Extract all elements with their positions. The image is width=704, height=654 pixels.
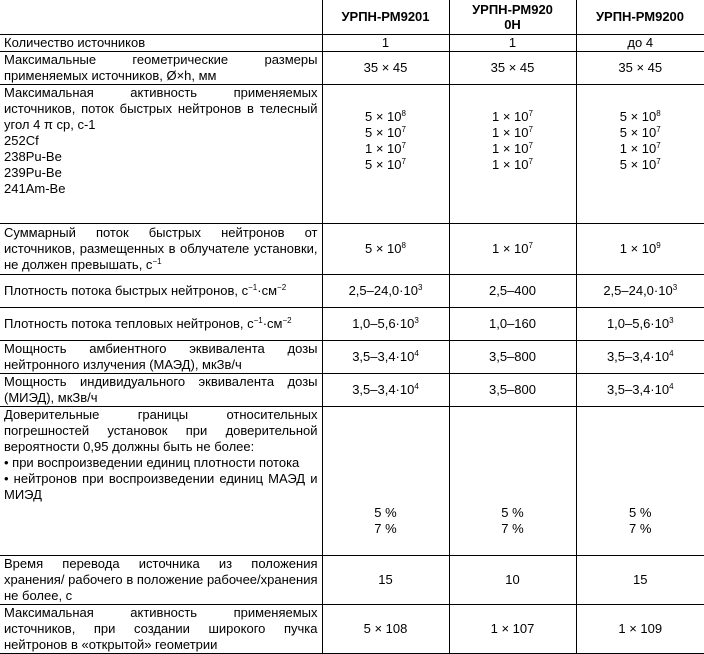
value-base: 1 × 10: [492, 109, 529, 124]
param-cell: [0, 308, 322, 341]
value-base: 5 × 10: [365, 109, 402, 124]
param-cell: Мощность индивидуального эквивалента дозы (МИЭД), мкЗв/ч: [0, 374, 322, 407]
value-exp: 3: [672, 283, 678, 292]
value-base: 5 × 10: [619, 125, 657, 140]
value-line: [327, 157, 445, 173]
value-cell: [322, 275, 449, 308]
value-exp: 7: [528, 157, 533, 166]
value-exp: 3: [414, 316, 419, 325]
param-text: Плотность потока тепловых нейтронов, с: [4, 316, 254, 331]
value-line: [581, 157, 701, 173]
value-cell: 1: [322, 35, 449, 52]
value-base: 3,5–800: [489, 382, 536, 397]
value-line: [581, 125, 701, 141]
value-cell: [449, 374, 576, 407]
param-cell: Максимальная активность применяемых источников, при создании широкого пучка нейтронов в «открытой» геометрии: [0, 605, 322, 654]
value-line: [581, 141, 701, 157]
value-cell: [576, 374, 704, 407]
value-line: 5 %: [501, 505, 524, 520]
value-cell: до 4: [576, 35, 704, 52]
header-model-3: УРПН-РМ9200: [576, 0, 704, 35]
param-cell: [0, 85, 322, 224]
value-base: 2,5–24,0·10: [348, 283, 418, 298]
param-sup: −1: [253, 316, 263, 325]
value-exp: 7: [528, 241, 533, 250]
param-cell: Мощность амбиентного эквивалента дозы нейтронного излучения (МАЭД), мкЗв/ч: [0, 341, 322, 374]
value-exp: 7: [401, 141, 406, 150]
value-cell: 15: [322, 556, 449, 605]
param-line: 241Am-Be: [4, 181, 66, 196]
value-cell: [449, 308, 576, 341]
table-row: [0, 85, 704, 224]
value-base: 3,5–800: [489, 349, 536, 364]
header-row: [0, 0, 704, 35]
value-cell: 1 × 109: [576, 605, 704, 654]
value-cell: 1 × 107: [449, 605, 576, 654]
value-cell: [322, 374, 449, 407]
table-row: [0, 275, 704, 308]
table-row: [0, 605, 704, 654]
value-cell: [322, 224, 449, 275]
param-sup: −1: [248, 283, 258, 292]
value-cell: [576, 85, 704, 224]
value-exp: 3: [669, 316, 674, 325]
value-line: [454, 157, 572, 173]
value-base: 2,5–24,0·10: [603, 283, 673, 298]
value-base: 1 × 10: [492, 241, 529, 256]
header-param-cell: [0, 0, 322, 35]
param-text: ·см: [262, 316, 283, 331]
table-row: [0, 407, 704, 556]
value-exp: 7: [401, 125, 406, 134]
value-cell: [449, 85, 576, 224]
value-cell: [576, 308, 704, 341]
param-cell: Время перевода источника из положения хранения/ рабочего в положение рабочее/хранения не более, с: [0, 556, 322, 605]
param-text: Плотность потока быстрых нейтронов, с: [4, 283, 249, 298]
value-cell: 35 × 45: [576, 52, 704, 85]
table-row: [0, 374, 704, 407]
value-base: 5 × 10: [365, 157, 402, 172]
value-cell: [449, 341, 576, 374]
value-exp: 4: [414, 382, 419, 391]
header-model-1: УРПН-РМ9201: [322, 0, 449, 35]
value-line: 7 %: [501, 521, 524, 536]
value-line: 7 %: [629, 521, 652, 536]
param-text: ·см: [257, 283, 278, 298]
value-line: [327, 109, 445, 125]
value-exp: 7: [656, 125, 661, 134]
param-cell: Максимальные геометрические размеры применяемых источников, Ø×h, мм: [0, 52, 322, 85]
value-exp: 4: [669, 382, 674, 391]
value-line: [327, 141, 445, 157]
value-base: 1 × 10: [619, 141, 657, 156]
value-base: 5 × 10: [365, 241, 402, 256]
value-exp: 7: [528, 125, 533, 134]
param-cell: [0, 224, 322, 275]
param-sup: −2: [277, 283, 287, 292]
param-line: • при воспроизведении единиц плотности потока: [4, 455, 300, 470]
value-cell: [449, 275, 576, 308]
param-line: 239Pu-Be: [4, 165, 62, 180]
value-cell: 35 × 45: [322, 52, 449, 85]
value-cell: [576, 275, 704, 308]
value-exp: 7: [528, 141, 533, 150]
value-line: 5 %: [629, 505, 652, 520]
value-base: 1 × 10: [619, 241, 657, 256]
value-line: 5 %: [374, 505, 397, 520]
value-exp: 8: [401, 241, 406, 250]
param-sup: −2: [282, 316, 292, 325]
value-exp: 9: [656, 241, 661, 250]
value-cell: [322, 407, 449, 556]
param-cell: [0, 407, 322, 556]
value-base: 3,5–3,4·10: [352, 349, 415, 364]
value-cell: [322, 341, 449, 374]
table-row: [0, 224, 704, 275]
value-cell: [322, 308, 449, 341]
value-base: 3,5–3,4·10: [352, 382, 415, 397]
value-exp: 7: [528, 109, 533, 118]
value-exp: 7: [656, 157, 661, 166]
value-base: 1 × 10: [365, 141, 402, 156]
value-cell: [322, 85, 449, 224]
value-line: [454, 141, 572, 157]
value-line: [454, 125, 572, 141]
param-text: Суммарный поток быстрых нейтронов от источников, размещенных в облучателе установки, не должен превышать, с: [4, 225, 318, 272]
header-model-2-label: УРПН-РМ9200Н: [472, 2, 553, 32]
value-line: 7 %: [374, 521, 397, 536]
value-line: [581, 109, 701, 125]
value-base: 2,5–400: [489, 283, 536, 298]
param-line: Максимальная активность применяемых источников, поток быстрых нейтронов в телесный угол 4 π ср, с-1: [4, 85, 318, 132]
value-line: [454, 109, 572, 125]
value-base: 1 × 10: [492, 125, 529, 140]
value-exp: 7: [401, 157, 406, 166]
value-base: 3,5–3,4·10: [606, 349, 670, 364]
value-line: [327, 125, 445, 141]
value-cell: [576, 341, 704, 374]
value-exp: 4: [669, 349, 674, 358]
param-sup: −1: [152, 257, 162, 266]
value-cell: [576, 224, 704, 275]
value-exp: 7: [656, 141, 661, 150]
value-exp: 3: [417, 283, 423, 292]
table-row: [0, 308, 704, 341]
table-row: [0, 52, 704, 85]
value-exp: 4: [414, 349, 419, 358]
value-exp: 8: [401, 109, 406, 118]
value-exp: 8: [656, 109, 661, 118]
value-cell: [449, 224, 576, 275]
value-base: 1 × 10: [492, 141, 529, 156]
value-cell: 15: [576, 556, 704, 605]
param-cell: [0, 275, 322, 308]
value-cell: 35 × 45: [449, 52, 576, 85]
value-cell: [449, 407, 576, 556]
value-cell: 10: [449, 556, 576, 605]
value-base: 1 × 10: [492, 157, 529, 172]
value-base: 3,5–3,4·10: [606, 382, 670, 397]
header-model-2: [449, 0, 576, 35]
param-cell: Количество источников: [0, 35, 322, 52]
param-line: Доверительные границы относительных погрешностей установок при доверительной вероятности 0,95 должны быть не более:: [4, 407, 318, 454]
value-cell: 5 × 108: [322, 605, 449, 654]
table-row: [0, 35, 704, 52]
value-base: 1,0–5,6·10: [352, 316, 415, 331]
table-row: [0, 341, 704, 374]
value-base: 5 × 10: [365, 125, 402, 140]
value-base: 1,0–5,6·10: [606, 316, 670, 331]
value-base: 5 × 10: [619, 109, 657, 124]
param-line: 238Pu-Be: [4, 149, 62, 164]
value-cell: 1: [449, 35, 576, 52]
value-cell: [576, 407, 704, 556]
param-line: 252Cf: [4, 133, 39, 148]
table-row: [0, 556, 704, 605]
value-base: 1,0–160: [489, 316, 536, 331]
param-line: • нейтронов при воспроизведении единиц МАЭД и МИЭД: [4, 471, 318, 502]
value-base: 5 × 10: [619, 157, 657, 172]
